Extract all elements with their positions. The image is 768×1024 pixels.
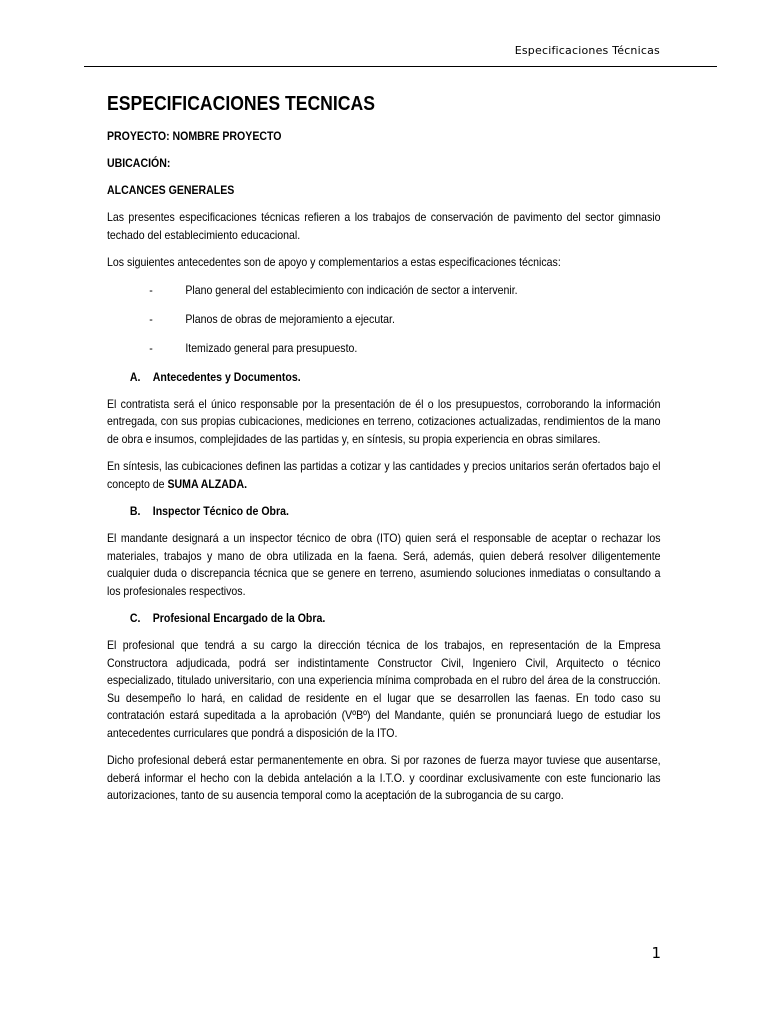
section-c-heading: [107, 610, 661, 627]
section-a-heading: [107, 369, 661, 386]
general-scope-heading: ALCANCES GENERALES: [107, 183, 235, 197]
section-letter: C.: [129, 611, 141, 625]
list-item-text: Itemizado general para presupuesto.: [185, 340, 358, 355]
section-title: Profesional Encargado de la Obra.: [152, 611, 326, 625]
bullet-dash: -: [149, 311, 153, 326]
bullet-dash: -: [149, 340, 153, 355]
section-letter: A.: [129, 369, 141, 384]
section-a-paragraph-1: El contratista será el único responsable por la presentación de él o los presupuestos, corroborando la información entregada, con sus propias cubicaciones, mediciones en terreno, cotizaciones actualizadas, rendimientos de la mano de obra e insumos, complejidades de las partidas y, en síntesis, su propia experiencia en obras similares.: [107, 396, 661, 446]
list-item: [107, 311, 661, 328]
section-c-paragraph-2: Dicho profesional deberá estar permanentemente en obra. Si por razones de fuerza mayor tuviese que ausentarse, deberá informar el hecho con la debida antelación a la I.T.O. y coordinar exclusivamente con este funcionario las autorizaciones, tanto de su ausencia temporal como la aceptación de la subrogancia de su cargo.: [107, 753, 661, 802]
lump-sum-term: SUMA ALZADA.: [167, 476, 248, 491]
section-a-paragraph-2-text: En síntesis, las cubicaciones definen las partidas a cotizar y las cantidades y precios unitarios serán ofertados bajo el concepto de: [107, 459, 661, 491]
section-letter: B.: [129, 504, 141, 518]
list-item: [107, 282, 661, 299]
bullet-dash: -: [149, 282, 153, 297]
list-item-text: Plano general del establecimiento con indicación de sector a intervenir.: [185, 282, 518, 297]
location-label: UBICACIÓN:: [107, 156, 171, 170]
document-body: [107, 90, 661, 815]
section-b-paragraph-1: El mandante designará a un inspector técnico de obra (ITO) quien será el responsable de aceptar o rechazar los materiales, trabajos y mano de obra utilizada en la faena. Será, además, quien deberá resolver diligentemente cualquier duda o discrepancia técnica que se genere en terreno, asumiendo soluciones inmediatas o consultando a los profesionales respectivos.: [107, 531, 661, 598]
document-title: ESPECIFICACIONES TECNICAS: [107, 93, 375, 115]
header-rule: [84, 66, 717, 67]
list-item-text: Planos de obras de mejoramiento a ejecutar.: [185, 311, 395, 326]
section-b-heading: [107, 503, 661, 520]
list-item: [107, 340, 661, 357]
running-header: Especificaciones Técnicas: [514, 44, 660, 57]
section-title: Antecedentes y Documentos.: [152, 369, 301, 384]
section-a-paragraph-2: [107, 458, 661, 493]
intro-paragraph: Las presentes especificaciones técnicas refieren a los trabajos de conservación de pavimento del sector gimnasio techado del establecimiento educacional.: [107, 210, 661, 242]
section-c-paragraph-1: El profesional que tendrá a su cargo la dirección técnica de los trabajos, en representación de la Empresa Constructora adjudicada, podrá ser indistintamente Constructor Civil, Ingeniero Civil, Arquitecto o técnico especializado, titulado universitario, con una experiencia mínima comprobada en el rubro del área de la construcción. Su desempeño lo hará, en calidad de residente en el lugar que se desarrollen las faenas. En todo caso su contratación estará supeditada a la aprobación (VºBº) del Mandante, quién se pronunciará luego de estudiar los antecedentes curriculares que pondrá a disposición de la ITO.: [107, 638, 661, 740]
antecedents-intro-paragraph: Los siguientes antecedentes son de apoyo y complementarios a estas especificaciones técnicas:: [107, 255, 561, 269]
section-title: Inspector Técnico de Obra.: [152, 504, 289, 518]
project-label: PROYECTO: NOMBRE PROYECTO: [107, 129, 282, 143]
page-number: 1: [651, 944, 661, 962]
